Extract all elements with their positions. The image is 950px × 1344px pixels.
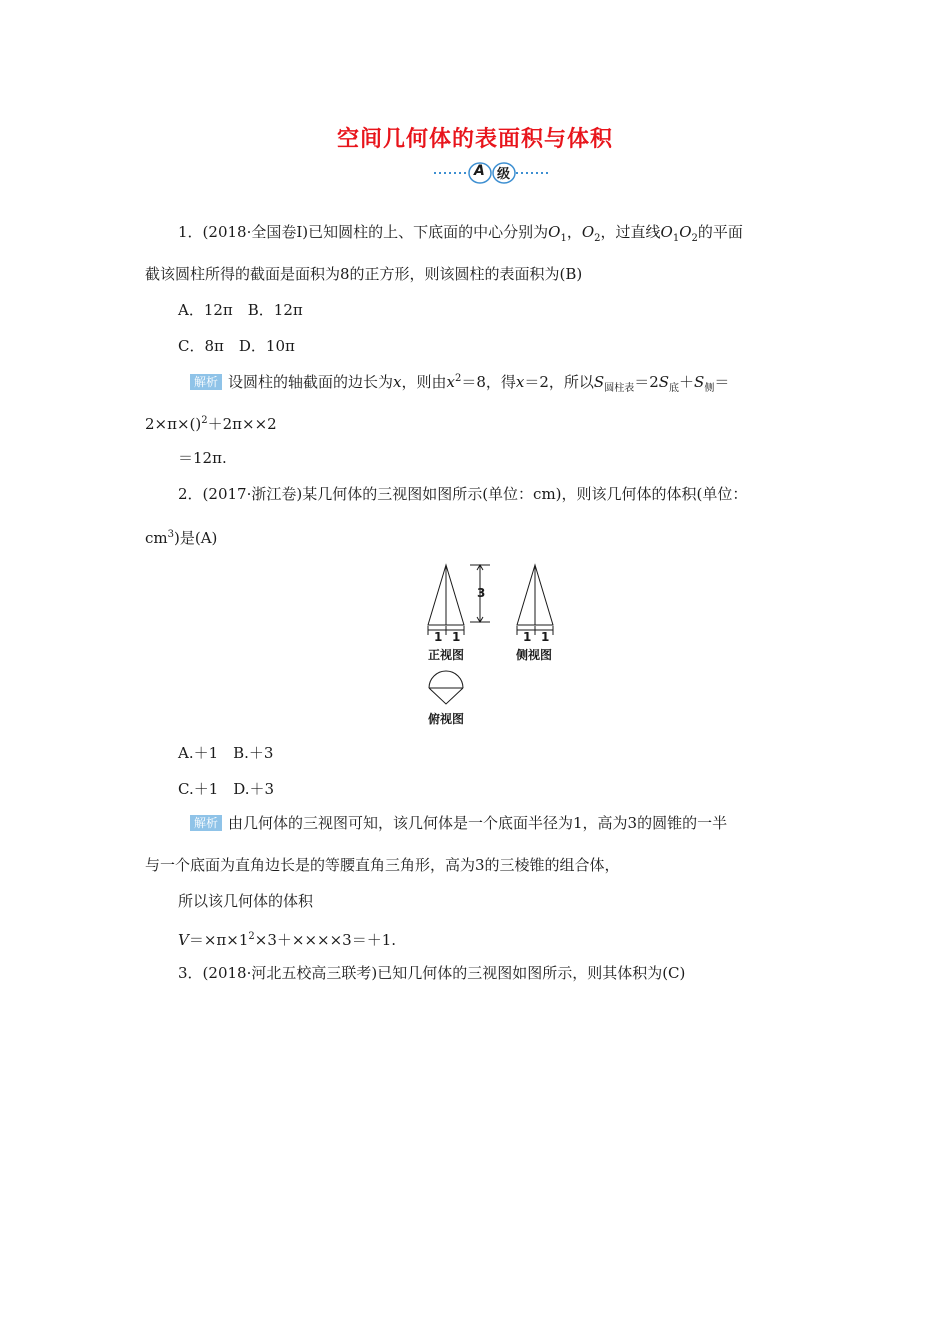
q1-s-base-sub: 底 <box>669 383 680 394</box>
q1-analysis-l2-b: ＋2π××2 <box>207 415 277 433</box>
q1-options-row2: C．8π D．10π <box>178 337 295 355</box>
q1-s-side-sub: 侧 <box>704 383 715 394</box>
q1-stem-text-a: 1．(2018·全国卷Ⅰ)已知圆柱的上、下底面的中心分别为 <box>178 223 549 241</box>
front-dim-left: 1 <box>434 630 443 644</box>
q1-analysis-l2-sup: 2 <box>201 415 208 426</box>
q1-stem-text-b: ，过直线 <box>600 223 661 241</box>
q2-options-row2: C.＋1 D.＋3 <box>178 780 275 798</box>
q1-line-o2-sub: 2 <box>691 233 698 244</box>
level-badge <box>434 160 550 186</box>
q1-analysis-text-b: ，则由 <box>401 373 447 391</box>
q1-analysis-line2 <box>145 411 277 434</box>
q1-line-o2: O <box>679 223 692 241</box>
q1-analysis-text-d: ＝2，所以 <box>524 373 594 391</box>
q1-s-side: S <box>694 373 705 391</box>
analysis-tag: 解析 <box>190 815 222 831</box>
q1-analysis-text-g: ＝ <box>714 373 730 391</box>
three-view-drawing <box>418 560 568 730</box>
level-badge-letter: A <box>474 163 485 179</box>
q1-square-sup: 2 <box>454 373 462 384</box>
side-dim-left: 1 <box>523 630 532 644</box>
q1-analysis-text-e: ＝2 <box>634 373 659 391</box>
q1-options-row1: A．12π B．12π <box>178 301 303 319</box>
q1-o1-sub: 1 <box>560 233 567 244</box>
q2-analysis-text: 由几何体的三视图可知，该几何体是一个底面半径为1，高为3的圆锥的一半 <box>228 814 728 832</box>
q2-volume-expr-a: ＝×π×1 <box>188 931 249 949</box>
q2-volume-var: V <box>178 931 189 949</box>
q1-analysis-text-f: ＋ <box>679 373 695 391</box>
q2-volume-expr-b: ×3＋××××3＝＋1. <box>254 931 397 949</box>
q1-stem-text-c: 的平面 <box>697 223 743 241</box>
side-dim-right: 1 <box>541 630 550 644</box>
q1-o2-sub: 2 <box>594 233 601 244</box>
q1-analysis-line1 <box>190 369 729 399</box>
q2-stem-unit: cm <box>145 529 168 547</box>
top-view-lower <box>429 688 463 704</box>
q1-o2: O <box>581 223 595 241</box>
side-view-label: 侧视图 <box>516 648 553 662</box>
q1-stem-line2: 截该圆柱所得的截面是面积为8的正方形，则该圆柱的表面积为(B) <box>145 265 583 283</box>
q2-stem-answer: )是(A) <box>174 529 218 547</box>
q1-analysis-text-c: ＝8，得 <box>461 373 516 391</box>
page-title: 空间几何体的表面积与体积 <box>336 127 613 152</box>
top-view-arc-upper <box>429 671 463 688</box>
top-view-label: 俯视图 <box>428 712 465 726</box>
q1-line-o1-sub: 1 <box>672 233 680 244</box>
q1-line-o1: O <box>660 223 673 241</box>
q2-stem-line1: 2．(2017·浙江卷)某几何体的三视图如图所示(单位：cm)，则该几何体的体积(单位： <box>178 485 748 503</box>
q1-var-x3: x <box>515 373 525 391</box>
q1-var-x2: x <box>446 373 455 391</box>
q1-analysis-text-a: 设圆柱的轴截面的边长为 <box>228 373 394 391</box>
analysis-tag: 解析 <box>190 374 222 390</box>
q1-s-surface-sub: 圆柱表 <box>604 383 635 394</box>
q1-o1: O <box>548 223 561 241</box>
q1-analysis-l2-a: 2×π×() <box>145 415 202 433</box>
q2-analysis-line3: 所以该几何体的体积 <box>178 892 314 910</box>
q2-analysis-line4 <box>178 927 396 950</box>
q1-s-base: S <box>658 373 670 391</box>
q2-analysis-line2: 与一个底面为直角边长是的等腰直角三角形，高为3的三棱锥的组合体， <box>145 856 620 874</box>
q1-stem-line1 <box>178 222 743 249</box>
q3-stem-line1: 3．(2018·河北五校高三联考)已知几何体的三视图如图所示，则其体积为(C) <box>178 964 686 982</box>
level-badge-text: 级 <box>497 167 511 182</box>
q1-var-x: x <box>393 373 402 391</box>
three-view-figure <box>418 560 568 730</box>
q1-sep: ， <box>566 223 582 241</box>
q2-options-row1: A.＋1 B.＋3 <box>178 744 274 762</box>
front-dim-right: 1 <box>452 630 461 644</box>
q2-analysis-line1 <box>190 813 727 833</box>
q1-analysis-line3: ＝12π. <box>178 449 227 467</box>
q2-stem-line2 <box>145 525 217 548</box>
q1-s-surface: S <box>593 373 605 391</box>
height-label: 3 <box>477 586 486 600</box>
q2-volume-sup: 2 <box>248 931 255 942</box>
q2-stem-unit-sup: 3 <box>167 529 174 540</box>
front-view-label: 正视图 <box>428 648 465 662</box>
level-badge-graphic <box>434 160 550 186</box>
